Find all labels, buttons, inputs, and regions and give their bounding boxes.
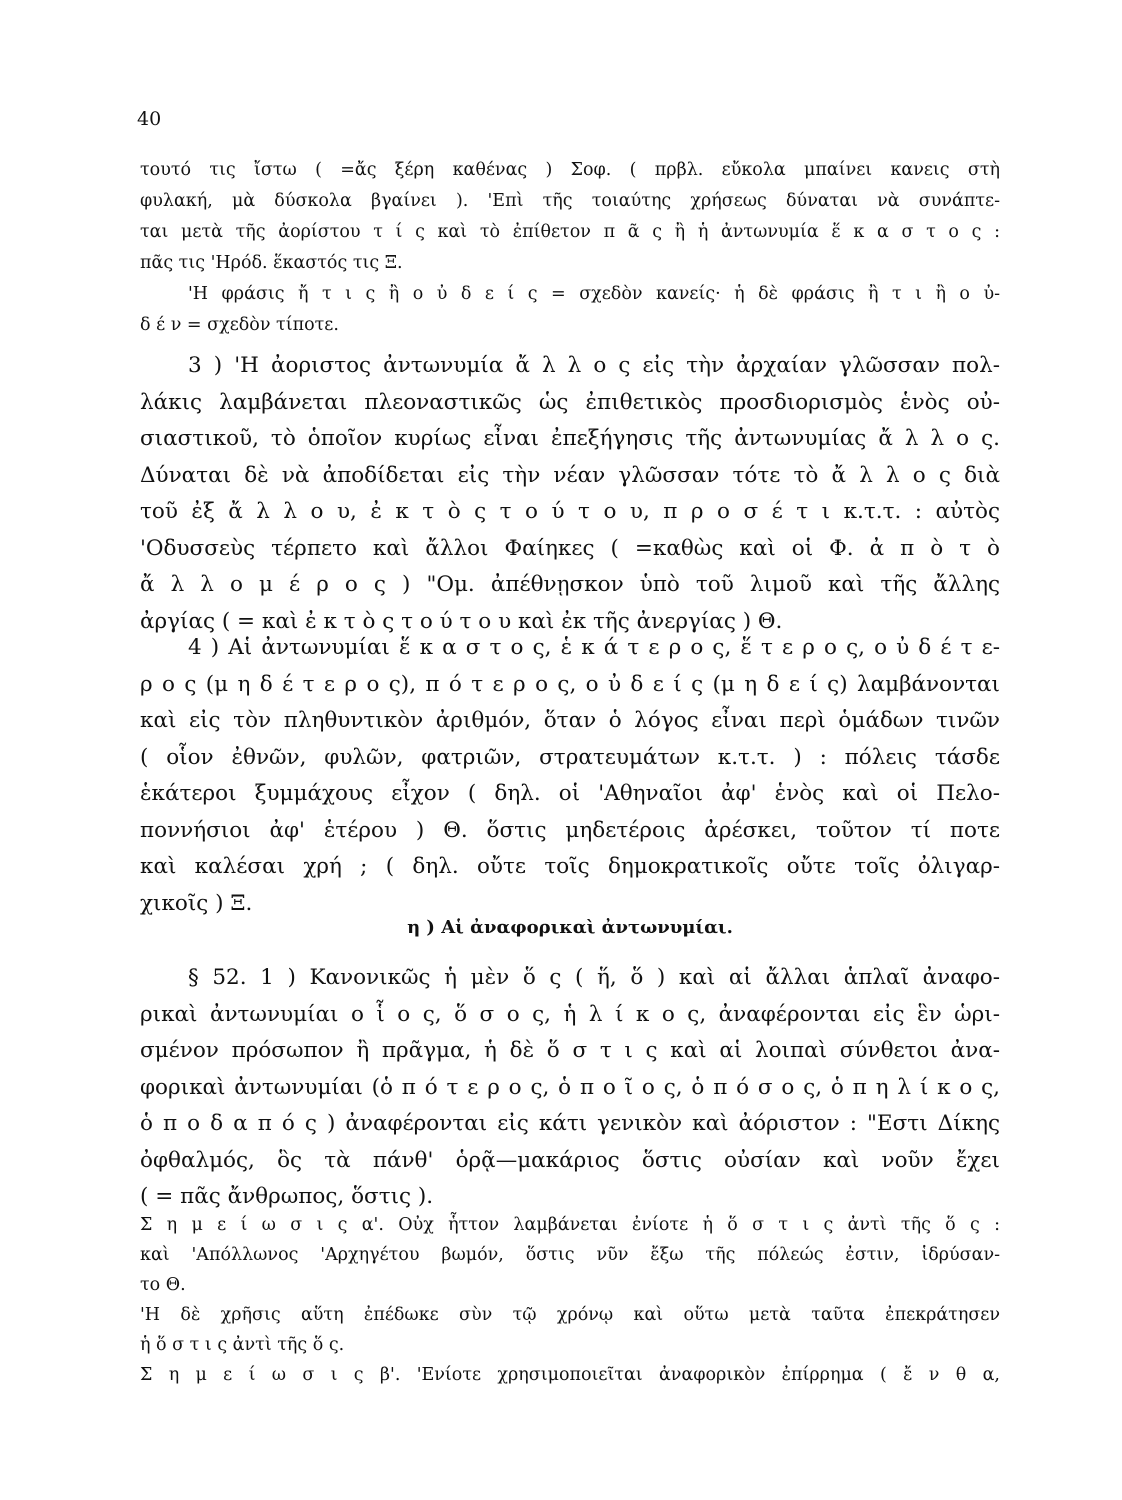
text-line: τουτό τις ἴστω ( =ἄς ξέρη καθένας ) Σοφ. ( πρβλ. εὔκολα μπαίνει κανεις στὴ [140, 160, 1000, 180]
text-line: Δύναται δὲ νὰ ἀποδίδεται εἰς τὴν νέαν γλῶσσαν τότε τὸ ἄ λ λ ο ς διὰ [140, 462, 1000, 488]
paragraph-3-allos [140, 348, 1000, 640]
text-line: § 52. 1 ) Κανονικῶς ἡ μὲν ὅ ς ( ἥ, ὅ ) καὶ αἱ ἄλλαι ἁπλαῖ ἀναφο- [188, 965, 1000, 990]
text-line: 'Η δὲ χρῆσις αὕτη ἐπέδωκε σὺν τῷ χρόνῳ καὶ οὕτω μετὰ ταῦτα ἐπεκράτησεν [140, 1305, 1000, 1325]
note-a-continuation [140, 1300, 1000, 1360]
text-line: το Θ. [140, 1275, 186, 1295]
text-line: καὶ 'Απόλλωνος 'Αρχηγέτου βωμόν, ὅστις νῦν ἔξω τῆς πόλεώς ἐστιν, ἱδρύσαν- [140, 1245, 1000, 1265]
text-line: τοῦ ἐξ ἄ λ λ ο υ, ἐ κ τ ὸ ς τ ο ύ τ ο υ, π ρ ο σ έ τ ι κ.τ.τ. : αὐτὸς [140, 499, 1000, 524]
text-line: ἄ λ λ ο μ έ ρ ο ς ) "Ομ. ἀπέθνῃσκον ὑπὸ τοῦ λιμοῦ καὶ τῆς ἄλλης [140, 572, 1000, 597]
text-line: ται μετὰ τῆς ἀορίστου τ ί ς καὶ τὸ ἐπίθετον π ᾶ ς ἢ ἡ ἀντωνυμία ἕ κ α σ τ ο ς : [140, 222, 1000, 242]
text-line: 'Οδυσσεὺς τέρπετο καὶ ἄλλοι Φαίηκες ( =καθὼς καὶ οἱ Φ. ἀ π ὸ τ ὸ [140, 535, 1000, 561]
page-number: 40 [137, 108, 162, 130]
text-line: λάκις λαμβάνεται πλεοναστικῶς ὡς ἐπιθετικὸς προσδιορισμὸς ἑνὸς οὐ- [140, 389, 1000, 415]
text-line: ἡ ὅ σ τ ι ς ἀντὶ τῆς ὅ ς. [140, 1335, 345, 1355]
text-line: πᾶς τις 'Ηρόδ. ἕκαστός τις Ξ. [140, 253, 403, 273]
text-line: καὶ εἰς τὸν πληθυντικὸν ἀριθμόν, ὅταν ὁ λόγος εἶναι περὶ ὁμάδων τινῶν [140, 708, 1000, 733]
text-line: 3 ) 'Η ἀοριστος ἀντωνυμία ἄ λ λ ο ς εἰς τὴν ἀρχαίαν γλῶσσαν πολ- [188, 353, 1000, 378]
note-b [140, 1360, 1000, 1390]
paragraph-52-relatives [140, 960, 1000, 1216]
text-line: καὶ καλέσαι χρή ; ( δηλ. οὔτε τοῖς δημοκρατικοῖς οὔτε τοῖς ὀλιγαρ- [140, 854, 1000, 879]
text-line: φυλακή, μὰ δύσκολα βγαίνει ). 'Επὶ τῆς τοιαύτης χρήσεως δύναται νὰ συνάπτε- [140, 191, 1000, 211]
text-line: ἀργίας ( = καὶ ἐ κ τ ὸ ς τ ο ύ τ ο υ καὶ ἐκ τῆς ἀνεργίας ) Θ. [140, 608, 783, 634]
text-line: δ έ ν = σχεδὸν τίποτε. [140, 315, 339, 335]
text-line: ὀφθαλμός, ὃς τὰ πάνθ' ὁρᾷ—μακάριος ὅστις οὐσίαν καὶ νοῦν ἔχει [140, 1147, 1000, 1173]
text-line: φορικαὶ ἀντωνυμίαι (ὁ π ό τ ε ρ ο ς, ὁ π ο ῖ ο ς, ὁ π ό σ ο ς, ὁ π η λ ί κ ο ς, [140, 1074, 1000, 1100]
text-line: σιαστικοῦ, τὸ ὁποῖον κυρίως εἶναι ἐπεξήγησις τῆς ἀντωνυμίας ἄ λ λ ο ς. [140, 426, 1000, 451]
text-line: 'Η φράσις ἤ τ ι ς ἢ ο ὐ δ ε ί ς = σχεδὸν κανείς· ἡ δὲ φράσις ἢ τ ι ἢ ο ὐ- [188, 284, 1000, 304]
text-line: χικοῖς ) Ξ. [140, 890, 253, 916]
text-line: ποννήσιοι ἀφ' ἑτέρου ) Θ. ὅστις μηδετέροις ἀρέσκει, τοῦτον τί ποτε [140, 817, 1000, 843]
paragraph-usage-tis [140, 155, 1000, 341]
text-line: 4 ) Αἱ ἀντωνυμίαι ἕ κ α σ τ ο ς, ἑ κ ά τ ε ρ ο ς, ἕ τ ε ρ ο ς, ο ὐ δ έ τ ε- [188, 635, 1000, 660]
text-line: Σ η μ ε ί ω σ ι ς α'. Οὐχ ἧττον λαμβάνεται ἐνίοτε ἡ ὅ σ τ ι ς ἀντὶ τῆς ὅ ς : [140, 1215, 1000, 1235]
text-line: ( = πᾶς ἄνθρωπος, ὅστις ). [140, 1184, 434, 1209]
paragraph-4-plural [140, 630, 1000, 922]
text-line: ὁ π ο δ α π ό ς ) ἀναφέρονται εἰς κάτι γενικὸν καὶ ἀόριστον : "Εστι Δίκης [140, 1111, 1000, 1136]
text-line: ρ ο ς (μ η δ έ τ ε ρ ο ς), π ό τ ε ρ ο ς, ο ὐ δ ε ί ς (μ η δ ε ί ς) λαμβάνονται [140, 671, 1000, 697]
note-a [140, 1210, 1000, 1300]
text-line: ἑκάτεροι ξυμμάχους εἶχον ( δηλ. οἱ 'Αθηναῖοι ἀφ' ἑνὸς καὶ οἱ Πελο- [140, 781, 1000, 806]
text-line: ρικαὶ ἀντωνυμίαι ο ἷ ο ς, ὅ σ ο ς, ἡ λ ί κ ο ς, ἀναφέρονται εἰς ἓν ὡρι- [140, 1001, 1000, 1027]
text-line: σμένον πρόσωπον ἢ πρᾶγμα, ἡ δὲ ὅ σ τ ι ς καὶ αἱ λοιπαὶ σύνθετοι ἀνα- [140, 1038, 1000, 1063]
text-line: Σ η μ ε ί ω σ ι ς β'. 'Ενίοτε χρησιμοποιεῖται ἀναφορικὸν ἐπίρρημα ( ἔ ν θ α, [140, 1365, 1000, 1385]
section-heading: η ) Αἱ ἀναφορικαὶ ἀντωνυμίαι. [407, 917, 733, 938]
text-line: ( οἷον ἐθνῶν, φυλῶν, φατριῶν, στρατευμάτων κ.τ.τ. ) : πόλεις τάσδε [140, 744, 1000, 770]
